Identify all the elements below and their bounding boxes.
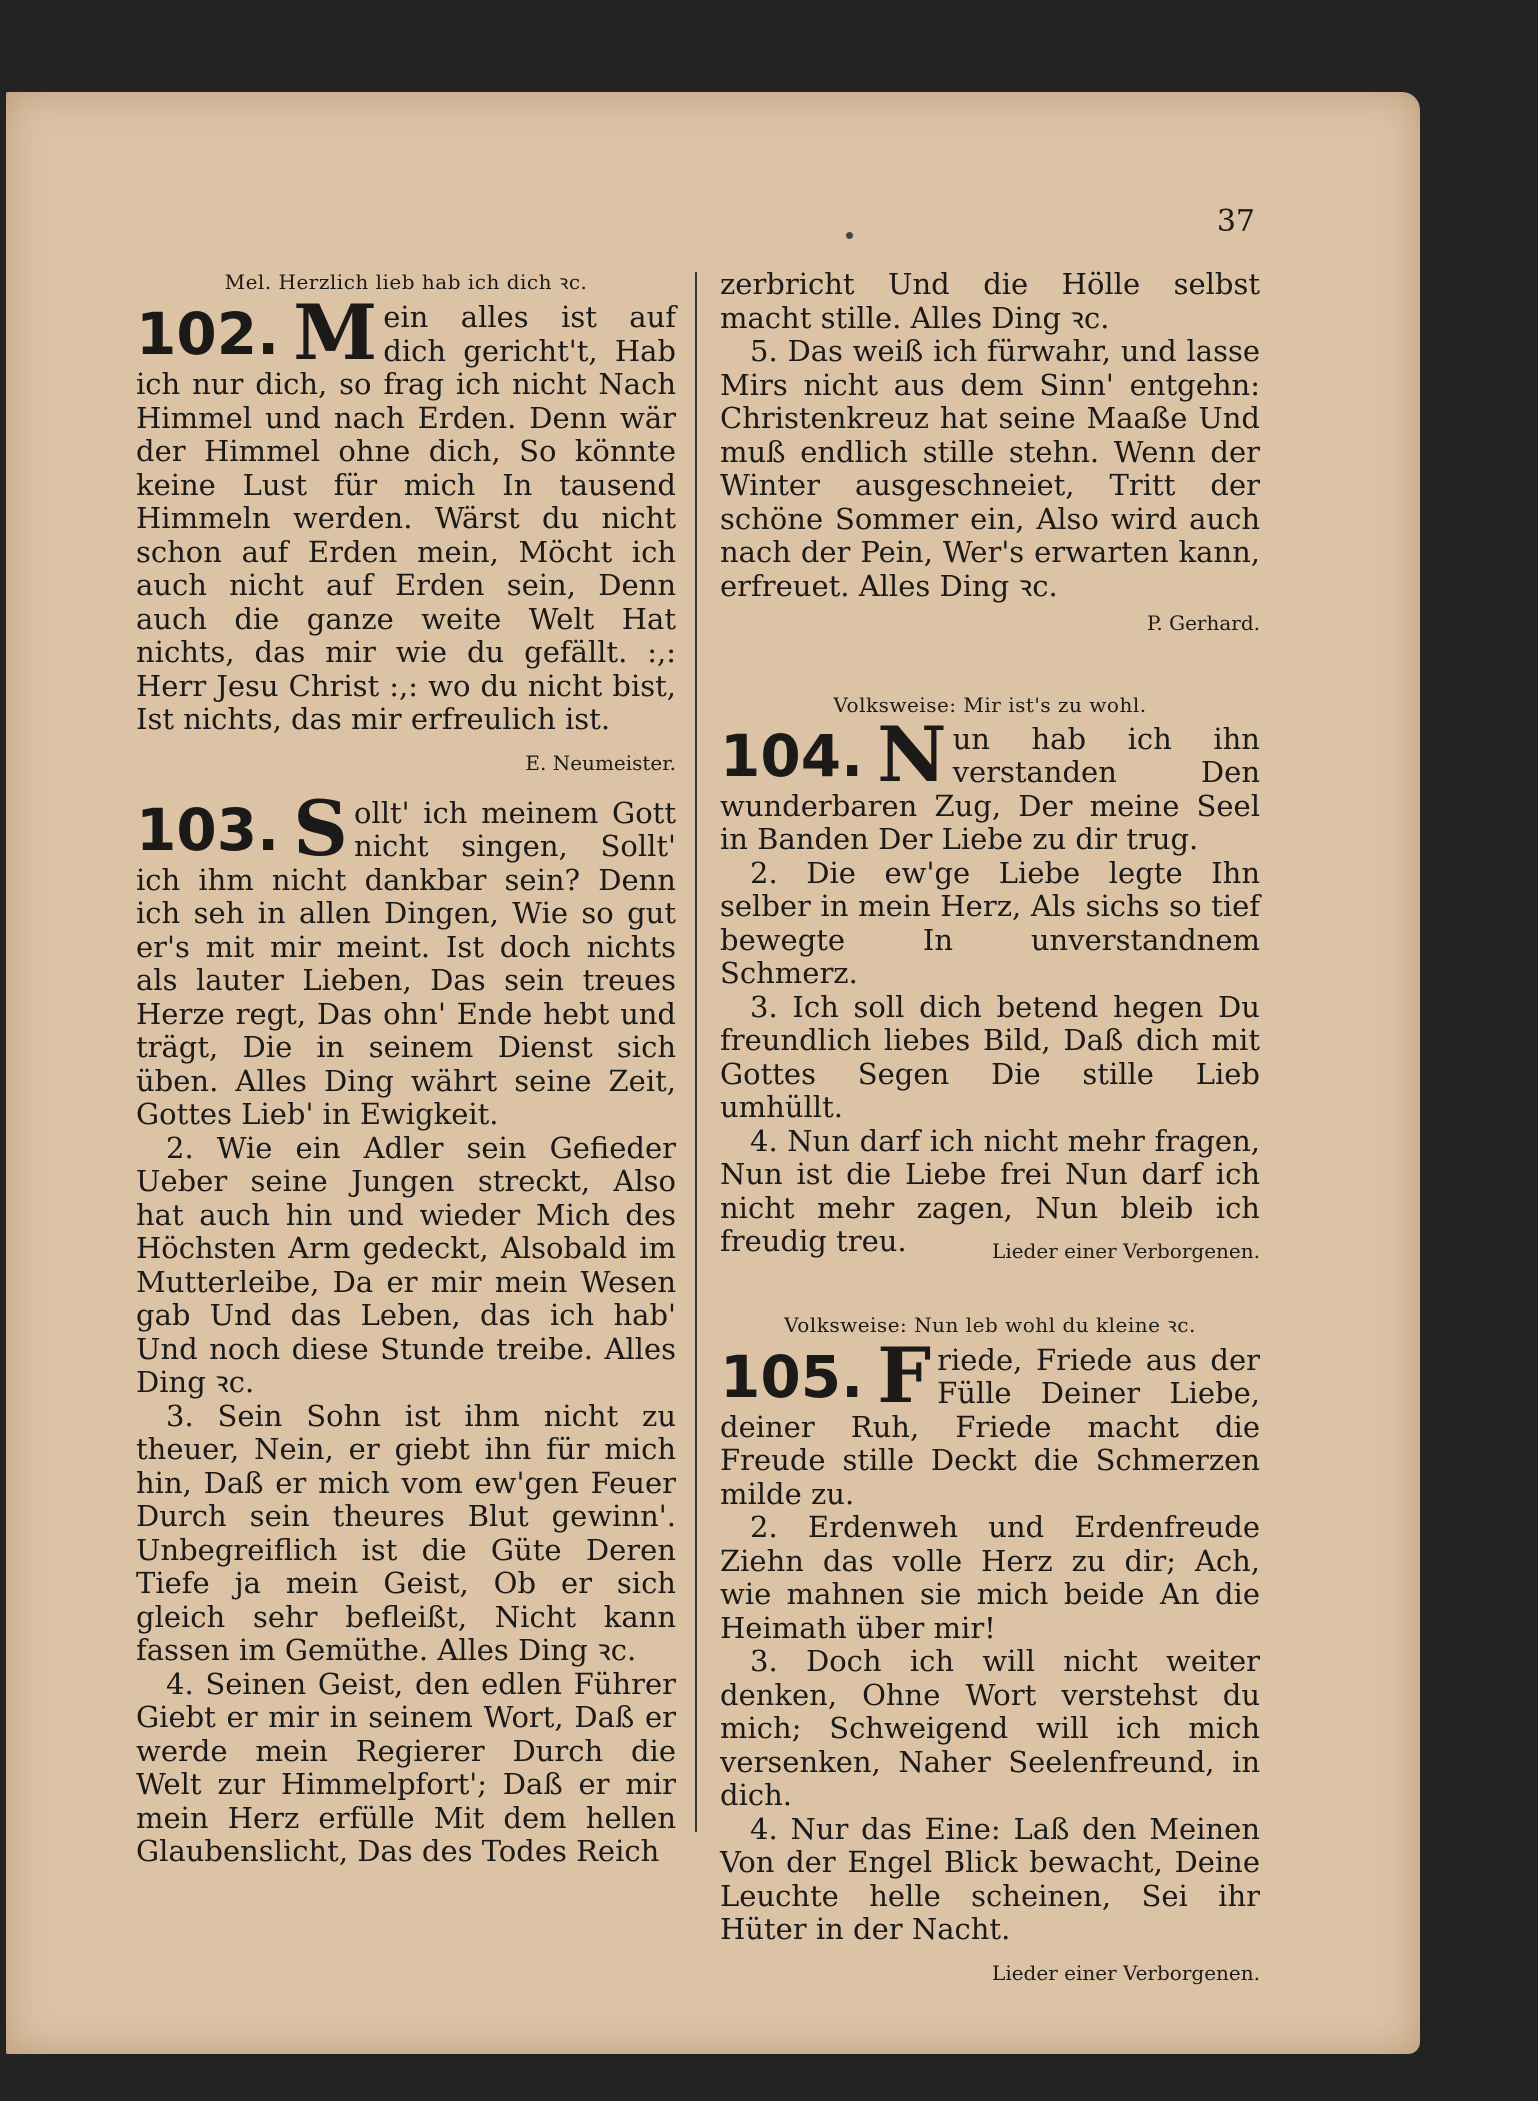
verse-105-2: 2. Erdenweh und Erdenfreude Ziehn das volle Herz zu dir; Ach, wie mahnen sie mich beide An die Heimath über mir! (720, 1510, 1260, 1645)
hymn-number-102: 102. (136, 300, 280, 368)
verse-103-5: 5. Das weiß ich fürwahr, und lasse Mirs nicht aus dem Sinn' entgehn: Christenkreuz hat seine Maaße Und muß endlich stille stehn. Wenn der Winter ausgeschneiet, Tritt der schöne Sommer ein, Also wird auch nach der Pein, Wer's erwarten kann, erfreuet. Alles Ding ꝛc. (720, 334, 1260, 603)
verse-104-3: 3. Ich soll dich betend hegen Du freundlich liebes Bild, Daß dich mit Gottes Segen Die stille Lieb umhüllt. (720, 989, 1260, 1124)
author-102: E. Neumeister. (525, 750, 676, 775)
hymn-text-103: ollt' ich meinem Gott nicht singen, Sollt' ich ihm nicht dankbar sein? Denn ich seh in allen Dingen, Wie so gut er's mit mir meint. Ist doch nichts als lauter Lieben, Das sein treues Herze regt, Das ohn' Ende hebt und trägt, Die in seinem Dienst sich üben. Alles Ding währt seine Zeit, Gottes Lieb' in Ewigkeit. (136, 795, 676, 1131)
hymn-104 (720, 709, 1260, 1263)
print-dot (846, 232, 853, 239)
hymn-text-104: un hab ich ihn verstanden Den wunderbaren Zug, Der meine Seel in Banden Der Liebe zu dir trug. (720, 721, 1260, 856)
hymn-text-103-cont: zerbricht Und die Hölle selbst macht stille. Alles Ding ꝛc. (720, 267, 1260, 335)
hymn-103-continued (720, 268, 1260, 641)
right-column (720, 268, 1260, 1990)
hymn-text-105: riede, Friede aus der Fülle Deiner Liebe, deiner Ruh, Friede macht die Freude stille Deckt die Schmerzen milde zu. (720, 1342, 1260, 1511)
verse-104-2: 2. Die ew'ge Liebe legte Ihn selber in mein Herz, Als sichs so tief bewegte In unverstandnem Schmerz. (720, 855, 1260, 990)
melody-102: Mel. Herzlich lieb hab ich dich ꝛc. (224, 270, 588, 294)
verse-103-4: 4. Seinen Geist, den edlen Führer Giebt er mir in seinem Wort, Daß er werde mein Regierer Durch die Welt zur Himmelpfort'; Daß er mir mein Herz erfülle Mit dem hellen Glaubenslicht, Das des Todes Reich (136, 1666, 676, 1868)
drop-initial-105: F (877, 1330, 932, 1420)
verse-103-2: 2. Wie ein Adler sein Gefieder Ueber seine Jungen streckt, Also hat auch hin und wieder Mich des Höchsten Arm gedeckt, Alsobald im Mutterleibe, Da er mir mein Wesen gab Und das Leben, das ich hab' Und noch diese Stunde treibe. Alles Ding ꝛc. (136, 1130, 676, 1399)
verse-105-3: 3. Doch ich will nicht weiter denken, Ohne Wort verstehst du mich; Schweigend will ich mich versenken, Naher Seelenfreund, in dich. (720, 1644, 1260, 1812)
verse-104-4-text: 4. Nun darf ich nicht mehr fragen, Nun ist die Liebe frei Nun darf ich nicht mehr zagen, Nun bleib ich freudig treu. (720, 1123, 1260, 1258)
verse-105-4 (720, 1811, 1260, 1985)
hymn-103 (136, 783, 676, 1869)
author-105: Lieder einer Verborgenen. (992, 1960, 1260, 1985)
hymn-text-102: ein alles ist auf dich gericht't, Hab ich nur dich, so frag ich nicht Nach Himmel und nach Erden. Denn wär der Himmel ohne dich, So könnte keine Lust für mich In tausend Himmeln werden. Wärst du nicht schon auf Erden mein, Möcht ich auch nicht auf Erden sein, Denn auch die ganze weite Welt Hat nichts, das mir wie du gefällt. :,: Herr Jesu Christ :,: wo du nicht bist, Ist nichts, das mir erfreulich ist. (136, 300, 676, 736)
book-page (6, 92, 1420, 2054)
drop-initial-102: M (293, 288, 378, 377)
page-number: 37 (1216, 204, 1255, 239)
column-divider (695, 272, 697, 1832)
drop-initial-104: N (877, 709, 947, 799)
verse-105-4-text: 4. Nur das Eine: Laß den Meinen Von der Engel Blick bewacht, Deine Leuchte helle scheinen, Sei ihr Hüter in der Nacht. (720, 1811, 1260, 1946)
verse-103-3: 3. Sein Sohn ist ihm nicht zu theuer, Nein, er giebt ihn für mich hin, Daß er mich vom ew'gen Feuer Durch sein theures Blut gewinn'. Unbegreiflich ist die Güte Deren Tiefe ja mein Geist, Ob er sich gleich sehr befleißt, Nicht kann fassen im Gemüthe. Alles Ding ꝛc. (136, 1398, 676, 1667)
left-column (136, 268, 676, 1869)
hymn-number-104: 104. (720, 721, 864, 790)
hymn-105 (720, 1330, 1260, 1985)
melody-105: Volksweise: Nun leb wohl du kleine ꝛc. (784, 1312, 1196, 1337)
melody-104: Volksweise: Mir ist's zu wohl. (833, 692, 1147, 717)
verse-104-4 (720, 1123, 1260, 1263)
author-104: Lieder einer Verborgenen. (992, 1239, 1260, 1263)
drop-initial-103: S (293, 783, 348, 873)
hymn-number-105: 105. (720, 1342, 864, 1411)
author-103: P. Gerhard. (1146, 611, 1260, 635)
hymn-102 (136, 288, 676, 775)
hymn-number-103: 103. (136, 795, 280, 864)
